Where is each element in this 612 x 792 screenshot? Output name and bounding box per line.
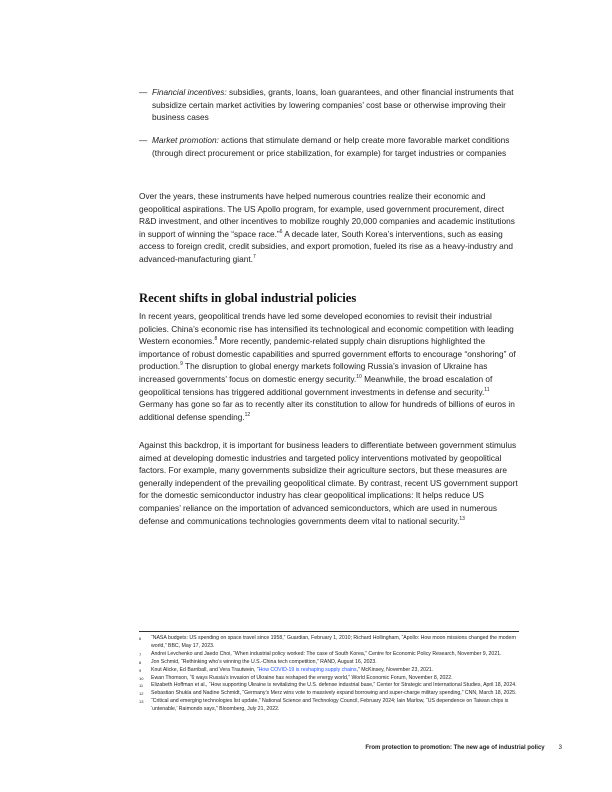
section-heading: Recent shifts in global industrial policies [139,291,357,305]
footnote-item [139,659,519,667]
section-paragraph-2 [139,439,519,527]
footnote-item [139,675,519,683]
bullet-text [152,86,519,124]
footnote-ref[interactable]: 10 [356,374,362,381]
footnote-ref[interactable]: 9 [180,361,183,368]
footnote-ref[interactable]: 7 [252,254,256,261]
paragraph-text: Against this backdrop, it is important for business leaders to differentiate between government stimulus aimed at developing domestic industries and targeted policy interventions motivated by geopolitical factors. For example, many governments subsidize their agriculture sectors, but these measures are generally independent of the prevailing geopolitical climate. By contrast, recent US government support for the domestic semiconductor industry has clear geopolitical implications: It helps reduce US companies’ reliance on the importation of advanced semiconductors, which are used in numerous defense and communications technologies governments deem vital to national security. [139,440,518,526]
footnote-number: 12 [139,691,144,697]
page-footer [365,745,562,751]
paragraph-text: A decade later, South Korea’s interventions, such as easing access to foreign credit, credit subsidies, and export promotion, fueled its rise as a heavy-industry and advanced-manufacturing giant. [139,228,514,264]
paragraph-text: Over the years, these instruments have helped numerous countries realize their economic and geopolitical aspirations. The US Apollo program, for example, used government procurement, direct R&D investment, and other incentives to mobilize roughly 20,000 companies and academic institutions in support of winning the “space race.” [139,191,515,239]
footnote-number: 9 [139,667,142,673]
footnote-number: 6 [139,636,142,641]
paragraph-text: The disruption to global energy markets following Russia’s invasion of Ukraine has increased governments’ focus on domestic energy security. [139,361,488,384]
page-number: 3 [558,745,562,751]
footnote-item [139,682,519,690]
footnote-number: 8 [139,659,142,665]
bullet-description: actions that stimulate demand or help create more favorable market conditions (through direct procurement or price stabilization, for example) for target industries or companies [152,135,510,158]
footnote-text-part: ,” McKinsey, November 23, 2021. [356,666,434,673]
footnotes [139,635,519,714]
bullet-description: subsidies, grants, loans, loan guarantees, and other financial instruments that subsidize certain market activities by lowering companies’ cost base or otherwise improving their business cases [152,87,514,123]
section-paragraph-1 [139,310,519,423]
bullet-dash: — [139,87,148,97]
bullet-text [152,134,519,159]
bullet-item-financial-incentives [139,86,519,124]
footnote-item [139,667,519,675]
footnote-ref[interactable]: 12 [244,411,251,418]
bullet-list [139,86,519,170]
footnote-ref[interactable]: 11 [484,386,490,393]
paragraph-text: Germany has gone so far as to recently alter its constitution to allow for hundreds of billions of euros in additional defense spending. [139,399,515,422]
paragraph-text: In recent years, geopolitical trends have led some developed economies to revisit their industrial policies. China’s economic rise has intensified its technological and economic competition with leading Western economies. [139,311,514,347]
bullet-item-market-promotion [139,134,519,159]
footnote-number: 7 [139,651,142,657]
bullet-term: Market promotion: [152,135,219,146]
footnote-text: “NASA budgets: US spending on space travel since 1958,” Guardian, February 1, 2010; Richard Hollingham, “Apollo: How moon missions changed the modern world,” BBC, May 17, 2023. [151,635,517,649]
footnote-text-part: Knut Alicke, Ed Barriball, and Vera Trautwein, “ [151,666,259,673]
footnote-text [151,667,519,675]
paragraph-text: Meanwhile, the broad escalation of geopolitical tensions has triggered additional government investments in defense and security. [139,373,493,397]
intro-paragraph [139,190,519,266]
footnote-number: 10 [139,675,144,681]
footnote-text: Ewan Thomson, “6 ways Russia’s invasion of Ukraine has reshaped the energy world,” World Economic Forum, November 8, 2022. [151,674,453,681]
footnote-item [139,690,519,698]
paragraph-text: More recently, pandemic-related supply chain disruptions highlighted the importance of robust domestic capabilities and spurred government efforts to encourage “onshoring” of production. [139,336,516,372]
footnote-item [139,698,519,714]
footnote-item [139,635,519,651]
footnote-ref[interactable]: 8 [214,336,218,343]
footnote-number: 13 [139,699,144,705]
footer-title: From protection to promotion: The new age of industrial policy [365,745,545,751]
footnote-link[interactable]: How COVID-19 is reshaping supply chains [258,666,357,673]
footnote-divider [139,631,519,632]
footnote-text: Elizabeth Hoffman et al., “How supporting Ukraine is revitalizing the U.S. defense industrial base,” Center for Strategic and International Studies, April 18, 2024. [151,682,517,689]
footnote-text: Andrei Levchenko and Jaedo Choi, “When industrial policy worked: The case of South Korea,” Centre for Economic Policy Research, November 9, 2021. [151,650,502,657]
footnote-ref[interactable]: 13 [459,515,465,522]
footnote-text: Sebastian Shukla and Nadine Schmidt, “Germany’s Merz wins vote to massively expand borrowing and super-charge military spending,” CNN, March 18, 2025. [151,690,517,697]
footnote-ref[interactable]: 6 [279,229,283,236]
bullet-dash: — [139,135,148,146]
footnote-text: “Critical and emerging technologies list update,” National Science and Technology Council, February 2024; Iain Marlow, “US dependence on Taiwan chips is ‘untenable,’ Raimondo says,” Bloomberg, July 21, 2022. [151,698,509,713]
bullet-term: Financial incentives: [152,87,227,97]
footnote-item [139,651,519,659]
footnote-number: 11 [139,683,144,689]
footnote-text: Jon Schmid, “Rethinking who’s winning the U.S.-China tech competition,” RAND, August 16, 2023. [151,658,377,665]
